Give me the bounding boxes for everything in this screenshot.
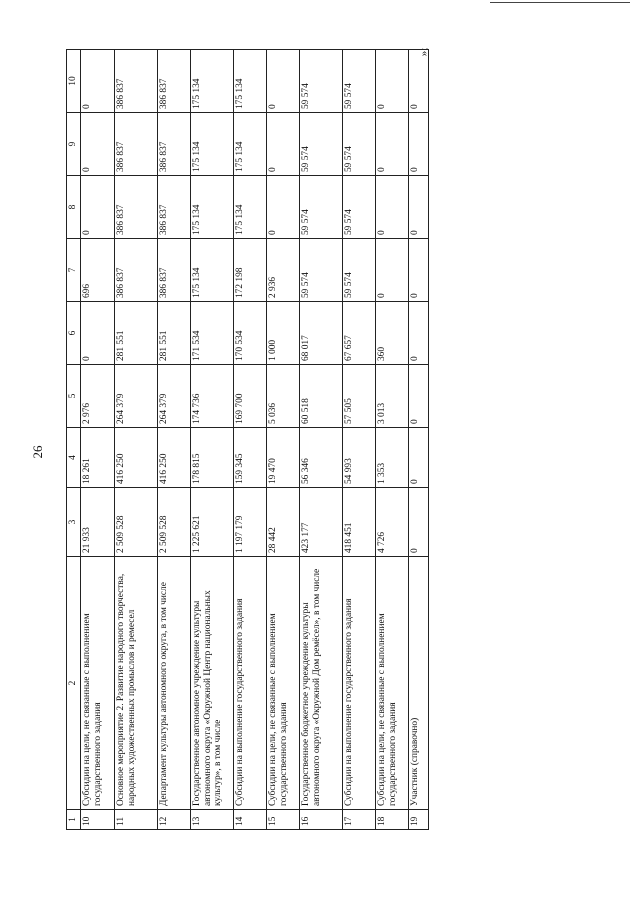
value-cell: 0 — [267, 50, 300, 113]
value-cell: 386 837 — [158, 50, 191, 113]
value-cell: 386 837 — [115, 176, 158, 239]
value-cell: 59 574 — [343, 50, 376, 113]
value-cell: 1 197 179 — [234, 488, 267, 557]
value-cell: 0 — [81, 302, 115, 365]
value-cell: 28 442 — [267, 488, 300, 557]
value-cell: 175 134 — [234, 113, 267, 176]
value-cell: 386 837 — [158, 239, 191, 302]
value-cell: 159 345 — [234, 428, 267, 488]
value-cell: 0 — [81, 50, 115, 113]
value-cell: 386 837 — [115, 239, 158, 302]
value-cell: 281 551 — [115, 302, 158, 365]
row-number: 14 — [234, 810, 267, 830]
table-row — [115, 50, 158, 830]
value-cell: 175 134 — [191, 113, 234, 176]
value-cell: 0 — [376, 176, 409, 239]
value-cell: 0 — [409, 302, 429, 365]
header-cell: 7 — [67, 239, 81, 302]
value-cell: 175 134 — [191, 50, 234, 113]
value-cell: 418 451 — [343, 488, 376, 557]
row-number: 16 — [300, 810, 343, 830]
row-name: Государственное бюджетное учреждение культуры автономного округа «Окружной Дом ремёсел», в том числе — [300, 557, 343, 810]
table-row — [81, 50, 115, 830]
header-row — [67, 50, 81, 830]
header-cell: 6 — [67, 302, 81, 365]
value-cell: 696 — [81, 239, 115, 302]
top-rule — [490, 2, 630, 3]
row-name: Участник (справочно) — [409, 557, 429, 810]
row-name: Субсидии на цели, не связанные с выполнением государственного задания — [376, 557, 409, 810]
row-name: Департамент культуры автономного округа, в том числе — [158, 557, 191, 810]
value-cell: 60 518 — [300, 365, 343, 428]
header-cell: 3 — [67, 488, 81, 557]
row-number: 11 — [115, 810, 158, 830]
value-cell: 175 134 — [191, 239, 234, 302]
row-name: Субсидии на выполнение государственного задания — [343, 557, 376, 810]
value-cell: 416 250 — [158, 428, 191, 488]
footnote-mark: »; — [418, 47, 430, 57]
value-cell: 54 993 — [343, 428, 376, 488]
value-cell: 56 346 — [300, 428, 343, 488]
row-number: 13 — [191, 810, 234, 830]
value-cell: 4 726 — [376, 488, 409, 557]
header-cell: 2 — [67, 557, 81, 810]
value-cell: 5 036 — [267, 365, 300, 428]
value-cell: 264 379 — [158, 365, 191, 428]
value-cell: 423 177 — [300, 488, 343, 557]
value-cell: 0 — [409, 113, 429, 176]
value-cell: 1 225 621 — [191, 488, 234, 557]
value-cell: 59 574 — [300, 176, 343, 239]
value-cell: 59 574 — [343, 239, 376, 302]
value-cell: 0 — [81, 176, 115, 239]
header-cell: 1 — [67, 810, 81, 830]
value-cell: 19 470 — [267, 428, 300, 488]
header-cell: 8 — [67, 176, 81, 239]
value-cell: 0 — [409, 488, 429, 557]
value-cell: 264 379 — [115, 365, 158, 428]
table-row — [409, 50, 429, 830]
value-cell: 0 — [376, 50, 409, 113]
row-name: Субсидии на выполнение государственного задания — [234, 557, 267, 810]
table-row — [267, 50, 300, 830]
value-cell: 2 936 — [267, 239, 300, 302]
table-row — [234, 50, 267, 830]
rotated-table-wrapper — [66, 50, 420, 830]
page-number: 26 — [30, 445, 45, 459]
value-cell: 170 534 — [234, 302, 267, 365]
row-number: 10 — [81, 810, 115, 830]
table-body — [67, 47, 430, 830]
value-cell: 0 — [376, 239, 409, 302]
value-cell: 0 — [267, 113, 300, 176]
table-area — [66, 50, 420, 830]
value-cell: 178 815 — [191, 428, 234, 488]
value-cell: 169 700 — [234, 365, 267, 428]
value-cell: 59 574 — [300, 113, 343, 176]
value-cell: 59 574 — [300, 50, 343, 113]
value-cell: 172 198 — [234, 239, 267, 302]
value-cell: 171 534 — [191, 302, 234, 365]
value-cell: 59 574 — [343, 176, 376, 239]
row-number: 19 — [409, 810, 429, 830]
header-cell: 5 — [67, 365, 81, 428]
value-cell: 386 837 — [158, 113, 191, 176]
value-cell: 386 837 — [115, 113, 158, 176]
value-cell: 3 013 — [376, 365, 409, 428]
value-cell: 175 134 — [234, 50, 267, 113]
value-cell: 0 — [81, 113, 115, 176]
value-cell: 0 — [409, 176, 429, 239]
table-row — [158, 50, 191, 830]
row-number: 12 — [158, 810, 191, 830]
value-cell: 360 — [376, 302, 409, 365]
value-cell: 59 574 — [343, 113, 376, 176]
value-cell: 0 — [376, 113, 409, 176]
table-row — [300, 50, 343, 830]
value-cell: 2 509 528 — [115, 488, 158, 557]
row-name: Государственное автономное учреждение культуры автономного округа «Окружной Центр национальных культур», в том числе — [191, 557, 234, 810]
header-cell: 4 — [67, 428, 81, 488]
budget-table — [66, 49, 429, 830]
header-cell: 9 — [67, 113, 81, 176]
row-name: Основное мероприятие 2. Развитие народного творчества, народных художественных промыслов и ремесел — [115, 557, 158, 810]
row-name: Субсидии на цели, не связанные с выполнением государственного задания — [267, 557, 300, 810]
value-cell: 18 261 — [81, 428, 115, 488]
value-cell: 175 134 — [191, 176, 234, 239]
table-row — [343, 50, 376, 830]
value-cell: 21 933 — [81, 488, 115, 557]
value-cell: 67 657 — [343, 302, 376, 365]
value-cell: 2 509 528 — [158, 488, 191, 557]
value-cell: 0 — [409, 428, 429, 488]
value-cell: 2 976 — [81, 365, 115, 428]
row-number: 18 — [376, 810, 409, 830]
table-row — [191, 50, 234, 830]
value-cell: 57 505 — [343, 365, 376, 428]
value-cell: 386 837 — [158, 176, 191, 239]
value-cell: 1 000 — [267, 302, 300, 365]
row-number: 15 — [267, 810, 300, 830]
value-cell: 59 574 — [300, 239, 343, 302]
value-cell: 386 837 — [115, 50, 158, 113]
value-cell: 0 — [267, 176, 300, 239]
value-cell: 0 — [409, 50, 429, 113]
table-row — [376, 50, 409, 830]
value-cell: 0 — [409, 239, 429, 302]
value-cell: 1 353 — [376, 428, 409, 488]
value-cell: 175 134 — [234, 176, 267, 239]
row-number: 17 — [343, 810, 376, 830]
value-cell: 0 — [409, 365, 429, 428]
value-cell: 281 551 — [158, 302, 191, 365]
value-cell: 416 250 — [115, 428, 158, 488]
row-name: Субсидии на цели, не связанные с выполнением государственного задания — [81, 557, 115, 810]
value-cell: 68 017 — [300, 302, 343, 365]
header-cell: 10 — [67, 50, 81, 113]
value-cell: 174 736 — [191, 365, 234, 428]
